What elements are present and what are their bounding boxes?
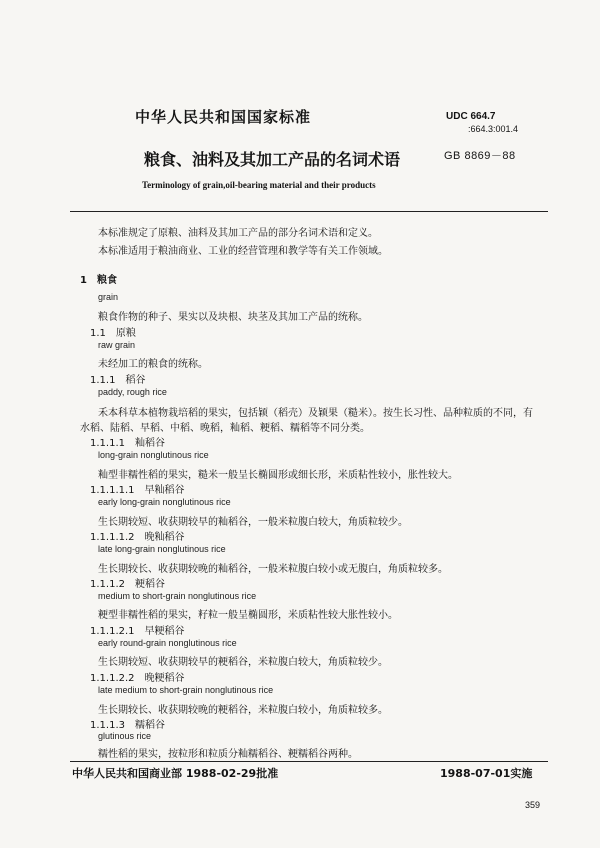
term-english: long-grain nonglutinous rice <box>98 450 209 460</box>
page-number: 359 <box>525 800 541 810</box>
intro-paragraph: 本标准适用于粮油商业、工业的经营管理和教学等有关工作领域。 <box>98 246 388 257</box>
term-definition: 籼型非糯性稻的果实，糙米一般呈长椭圆形或细长形，米质粘性较小，胀性较大。 <box>98 470 458 481</box>
document-title-cn: 粮食、油料及其加工产品的名词术语 <box>144 150 401 169</box>
term-heading: 1.1.1.3 糯稻谷 <box>90 720 165 731</box>
term-english: early long-grain nonglutinous rice <box>98 497 231 507</box>
footer-rule <box>70 761 548 762</box>
section-heading: 1 粮食 <box>80 275 117 286</box>
term-definition: 生长期较短、收获期较早的粳稻谷，米粒腹白较大，角质粒较少。 <box>98 657 388 668</box>
term-heading: 1.1.1.2.2 晚粳稻谷 <box>90 673 185 684</box>
term-heading: 1.1.1.2.1 早粳稻谷 <box>90 626 185 637</box>
standard-title: 中华人民共和国国家标准 <box>135 108 312 126</box>
document-title-en: Terminology of grain,oil-bearing material and their products <box>142 180 376 190</box>
term-english: glutinous rice <box>98 731 152 741</box>
term-english: medium to short-grain nonglutinous rice <box>98 591 257 601</box>
term-definition: 糯性稻的果实，按粒形和粒质分籼糯稻谷、粳糯稻谷两种。 <box>98 749 358 760</box>
udc-code: UDC 664.7 <box>446 111 496 122</box>
term-heading: 1.1 原粮 <box>90 328 136 339</box>
term-english: late medium to short-grain nonglutinous rice <box>98 685 274 695</box>
udc-code-sub: :664.3:001.4 <box>468 124 519 134</box>
term-definition: 生长期较长、收获期较晚的粳稻谷，米粒腹白较小，角质粒较多。 <box>98 705 388 716</box>
gb-code: GB 8869－88 <box>444 150 516 162</box>
term-definition: 生长期较长、收获期较晚的籼稻谷，一般米粒腹白较小或无腹白，角质粒较多。 <box>98 564 448 575</box>
implementation-date: 1988-07-01实施 <box>440 767 533 780</box>
term-heading: 1.1.1.1 籼稻谷 <box>90 438 165 449</box>
term-heading: 1.1.1 稻谷 <box>90 375 146 386</box>
term-definition: 水稻、陆稻、早稻、中稻、晚稻，籼稻、粳稻、糯稻等不同分类。 <box>80 423 370 434</box>
term-english: grain <box>98 292 119 302</box>
term-heading: 1.1.1.1.1 早籼稻谷 <box>90 485 185 496</box>
term-definition: 未经加工的粮食的统称。 <box>98 359 208 370</box>
term-definition: 粳型非糯性稻的果实，籽粒一般呈椭圆形，米质粘性较大胀性较小。 <box>98 610 398 621</box>
term-english: early round-grain nonglutinous rice <box>98 638 237 648</box>
term-heading: 1.1.1.1.2 晚籼稻谷 <box>90 532 185 543</box>
term-english: late long-grain nonglutinous rice <box>98 544 226 554</box>
term-definition: 粮食作物的种子、果实以及块根、块茎及其加工产品的统称。 <box>98 312 368 323</box>
term-heading: 1.1.1.2 粳稻谷 <box>90 579 165 590</box>
intro-paragraph: 本标准规定了原粮、油料及其加工产品的部分名词术语和定义。 <box>98 228 378 239</box>
term-definition: 禾本科草本植物栽培稻的果实，包括颖（稻壳）及颖果（糙米）。按生长习性、品种粒质的不同，有 <box>98 408 533 419</box>
header-rule <box>70 211 548 212</box>
term-english: paddy, rough rice <box>98 387 167 397</box>
term-definition: 生长期较短、收获期较早的籼稻谷，一般米粒腹白较大，角质粒较少。 <box>98 517 408 528</box>
term-english: raw grain <box>98 340 136 350</box>
approval-line: 中华人民共和国商业部 1988-02-29批准 <box>72 767 279 780</box>
